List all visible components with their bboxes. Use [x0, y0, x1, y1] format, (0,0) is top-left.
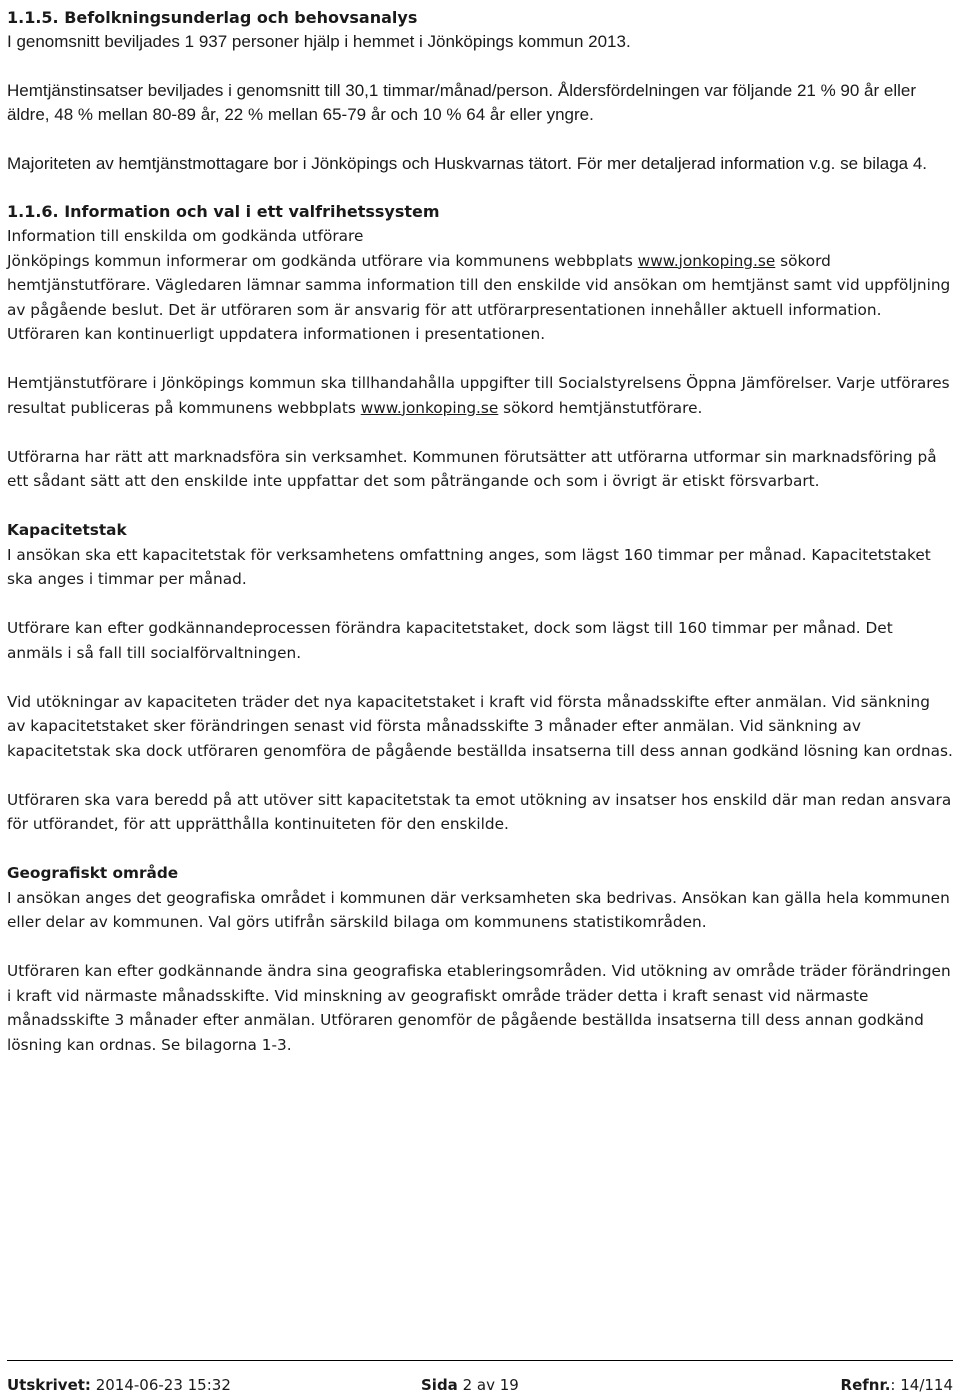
paragraph-text: sökord hemtjänstutförare. — [498, 398, 703, 417]
footer-page-label: Sida — [421, 1376, 458, 1394]
website-link[interactable]: www.jonkoping.se — [360, 398, 499, 417]
section-information-val — [7, 200, 953, 1057]
paragraph: I ansökan ska ett kapacitetstak för verksamhetens omfattning anges, som lägst 160 timmar per månad. Kapacitetstaket ska anges i timmar per månad. — [7, 545, 931, 588]
paragraph: Utföraren kan efter godkännande ändra sina geografiska etableringsområden. Vid utökning av område träder förändringen i kraft vid närmaste månadsskifte. Vid minskning av geografiskt område träder detta i kraft senast vid närmaste månadsskifte 3 månader efter anmälan. Utföraren genomför de pågående beställda insatserna till dess annan godkänd lösning kan ordnas. Se bilagorna 1-3. — [7, 962, 951, 1054]
section-heading-115: 1.1.5. Befolkningsunderlag och behovsanalys — [7, 8, 418, 27]
footer-printed-label: Utskrivet: — [7, 1376, 91, 1394]
paragraph: Utförarna har rätt att marknadsföra sin verksamhet. Kommunen förutsätter att utförarna utformar sin marknadsföring på ett sådant sätt att den enskilde inte uppfattar det som påträngande och som i övrigt är etiskt försvarbart. — [7, 447, 937, 490]
paragraph — [7, 371, 953, 420]
paragraph: I ansökan anges det geografiska området i kommunen där verksamheten ska bedrivas. Ansökan kan gälla hela kommunen eller delar av kommunen. Val görs utifrån särskild bilaga om kommunens statistikområden. — [7, 888, 950, 931]
section-befolkningsunderlag — [7, 6, 953, 176]
footer-printed-value: 2014-06-23 15:32 — [90, 1376, 231, 1394]
website-link[interactable]: www.jonkoping.se — [637, 251, 776, 270]
page-footer — [7, 1360, 953, 1395]
paragraph: Vid utökningar av kapaciteten träder det nya kapacitetstaket i kraft vid första månadsskifte efter anmälan. Vid sänkning av kapacitetstaket sker förändringen senast vid första månadsskifte 3 månader efter anmälan. Vid sänkning av kapacitetstak ska dock utföraren genomföra de pågående beställda insatserna till dess annan godkänd lösning kan ordnas. — [7, 692, 953, 760]
section-heading-116: 1.1.6. Information och val i ett valfrihetssystem — [7, 202, 440, 221]
paragraph: Majoriteten av hemtjänstmottagare bor i Jönköpings och Huskvarnas tätort. För mer detaljerad information v.g. se bilaga 4. — [7, 153, 928, 173]
paragraph: Hemtjänstinsatser beviljades i genomsnitt till 30,1 timmar/månad/person. Åldersfördelningen var följande 21 % 90 år eller äldre, 48 % mellan 80-89 år, 22 % mellan 65-79 år och 10 % 64 år eller yngre. — [7, 80, 917, 124]
footer-printed-date — [7, 1375, 231, 1395]
footer-page-number — [421, 1375, 519, 1395]
footer-reference-number — [841, 1375, 953, 1395]
heading-geografiskt-omrade: Geografiskt område — [7, 864, 179, 882]
subheading: Information till enskilda om godkända utförare — [7, 227, 364, 245]
paragraph: Utförare kan efter godkännandeprocessen förändra kapacitetstaket, dock som lägst till 160 timmar per månad. Det anmäls i så fall till socialförvaltningen. — [7, 619, 893, 662]
document-page — [7, 6, 953, 1057]
footer-page-value: 2 av 19 — [457, 1376, 519, 1394]
paragraph-text: Hemtjänstutförare i Jönköpings kommun ska tillhandahålla uppgifter till Socialstyrelsens Öppna Jämförelser. Varje utförares resultat publiceras på kommunens webbplats — [7, 374, 950, 417]
paragraph-text: Jönköpings kommun informerar om godkända utförare via kommunens webbplats — [7, 251, 638, 270]
paragraph — [7, 249, 953, 347]
paragraph-text: sökord hemtjänstutförare. Vägledaren lämnar samma information till den enskilde vid ansökan om hemtjänst samt vid uppföljning av pågående beslut. Det är utföraren som är ansvarig för att utförarpresentationen innehåller aktuell information. Utföraren kan kontinuerligt uppdatera informationen i presentationen. — [7, 251, 951, 343]
paragraph: I genomsnitt beviljades 1 937 personer hjälp i hemmet i Jönköpings kommun 2013. — [7, 32, 631, 51]
paragraph: Utföraren ska vara beredd på att utöver sitt kapacitetstak ta emot utökning av insatser hos enskild där man redan ansvara för utförandet, för att upprätthålla kontinuiteten för den enskilde. — [7, 790, 952, 833]
footer-ref-value: : 14/114 — [890, 1376, 953, 1394]
footer-ref-label: Refnr. — [840, 1376, 891, 1394]
heading-kapacitetstak: Kapacitetstak — [7, 521, 127, 539]
